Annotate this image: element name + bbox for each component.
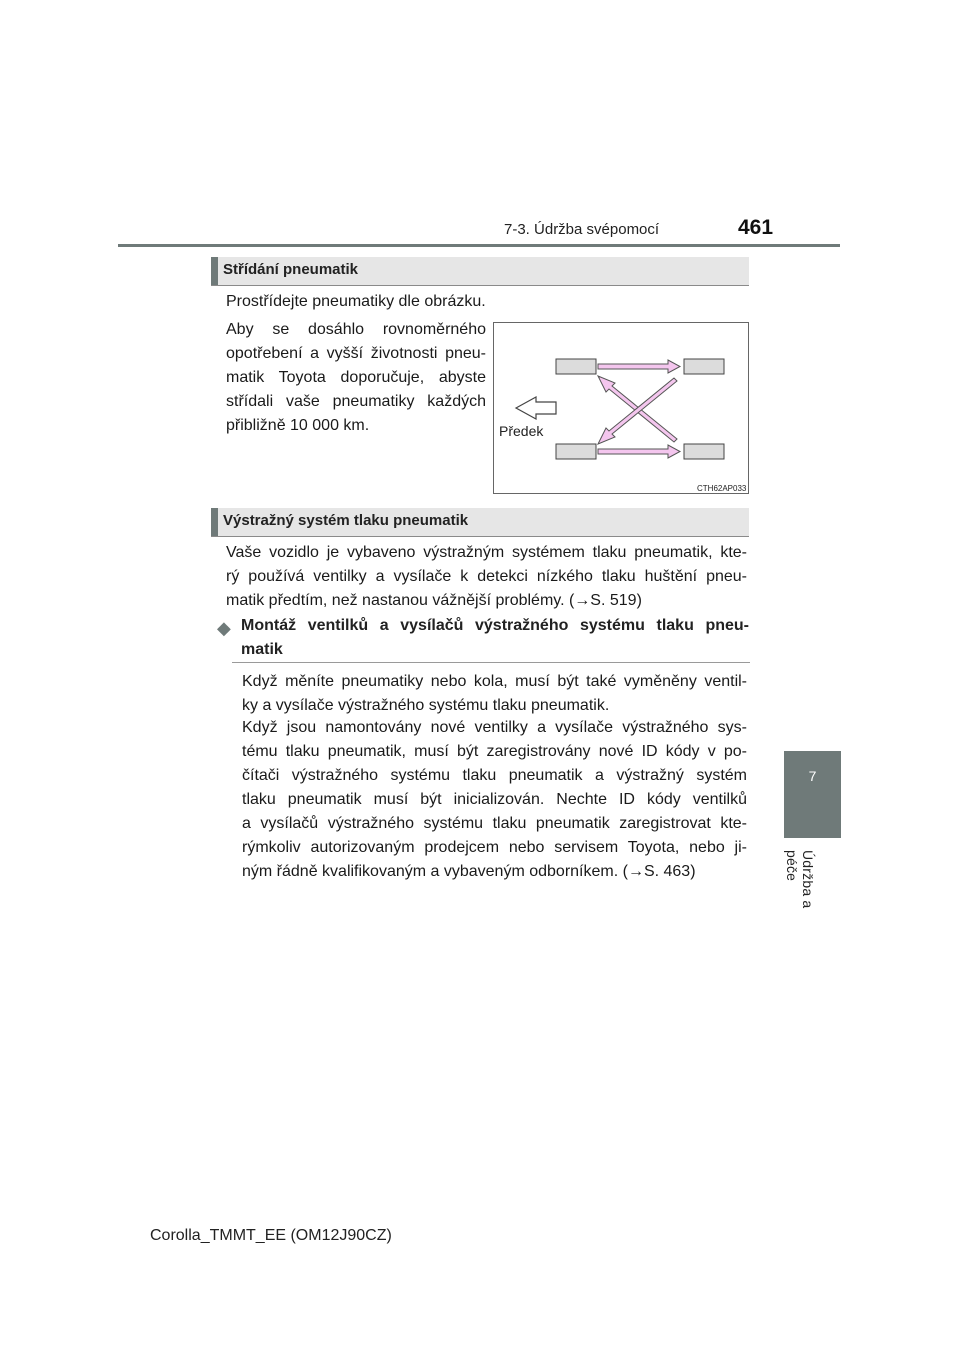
arrow-top [598,360,680,373]
section-heading-rotation [211,257,749,286]
text-line: a vysílačů výstražného systému tlaku pneumatik zaregistrovat kte- [242,815,747,832]
tpws-para1 [242,670,747,694]
tpws-intro-last: matik předtím, než nastanou vážnější problémy. (→S. 519) [226,592,642,609]
text-line: Vaše vozidlo je vybaveno výstražným systémem tlaku pneumatik, kte- [226,544,747,561]
footer-model-code: Corolla_TMMT_EE (OM12J90CZ) [150,1227,392,1244]
front-label: Předek [499,423,544,439]
tire-front-right [684,359,724,374]
text-line: tému tlaku pneumatik, musí být zaregistrovány nové ID kódy v po- [242,743,747,760]
diamond-bullet-icon: ◆ [217,618,231,638]
heading-text: Střídání pneumatik [223,261,359,278]
tpws-para1-last: ky a vysílače výstražného systému tlaku pneumatik. [242,697,610,714]
rotation-diagram [493,322,749,494]
text-line: Když měníte pneumatiky nebo kola, musí být také vyměněny ventil- [242,673,747,690]
page-number: 461 [738,216,774,239]
heading-bar [211,508,218,536]
rotation-text-last: přibližně 10 000 km. [226,417,370,434]
heading-bar [211,257,218,285]
tpws-para2-last: ným řádně kvalifikovaným a vybaveným odborníkem. (→S. 463) [242,863,696,880]
text-line: střídali vaše pneumatiky každých [226,393,486,410]
tpws-intro [226,541,747,589]
front-direction-arrow [516,397,556,419]
diagram-code: CTH62AP033 [697,484,747,493]
arrow-bottom [598,445,680,458]
subsection-heading-last: matik [241,641,283,658]
rotation-text [226,318,486,414]
text-line: opotřebení a vyšší životnosti pneu- [226,345,486,362]
text-line: Když jsou namontovány nové ventilky a vysílače výstražného sys- [242,719,747,736]
text-line: Aby se dosáhlo rovnoměrného [226,321,486,338]
rotation-diagram-svg [494,323,750,495]
text-line: rý používá ventilky a vysílače k detekci nízkého tlaku huštění pneu- [226,568,747,585]
text-line: matik Toyota doporučuje, abyste [226,369,486,386]
text-line: čítači výstražného systému tlaku pneumatik a výstražný systém [242,767,747,784]
text-line: tlaku pneumatik musí být inicializován. Nechte ID kódy ventilků [242,791,747,808]
section-title: 7-3. Údržba svépomocí [504,221,660,238]
rotation-intro: Prostřídejte pneumatiky dle obrázku. [226,293,486,310]
text-line: rýmkoliv autorizovaným prodejcem nebo servisem Toyota, nebo ji- [242,839,747,856]
header-rule [118,244,840,247]
subsection-heading [241,614,749,638]
chapter-tab [784,751,841,838]
heading-text: Výstražný systém tlaku pneumatik [223,512,469,529]
tire-rear-right [684,444,724,459]
tire-front-left [556,359,596,374]
text-line: Montáž ventilků a vysílačů výstražného systému tlaku pneu- [241,617,749,634]
chapter-number: 7 [808,768,817,784]
tpws-para2 [242,716,747,860]
section-heading-tpws [211,508,749,537]
subsection-rule [232,662,750,663]
tire-rear-left [556,444,596,459]
chapter-label: Údržba a péče [784,850,816,909]
